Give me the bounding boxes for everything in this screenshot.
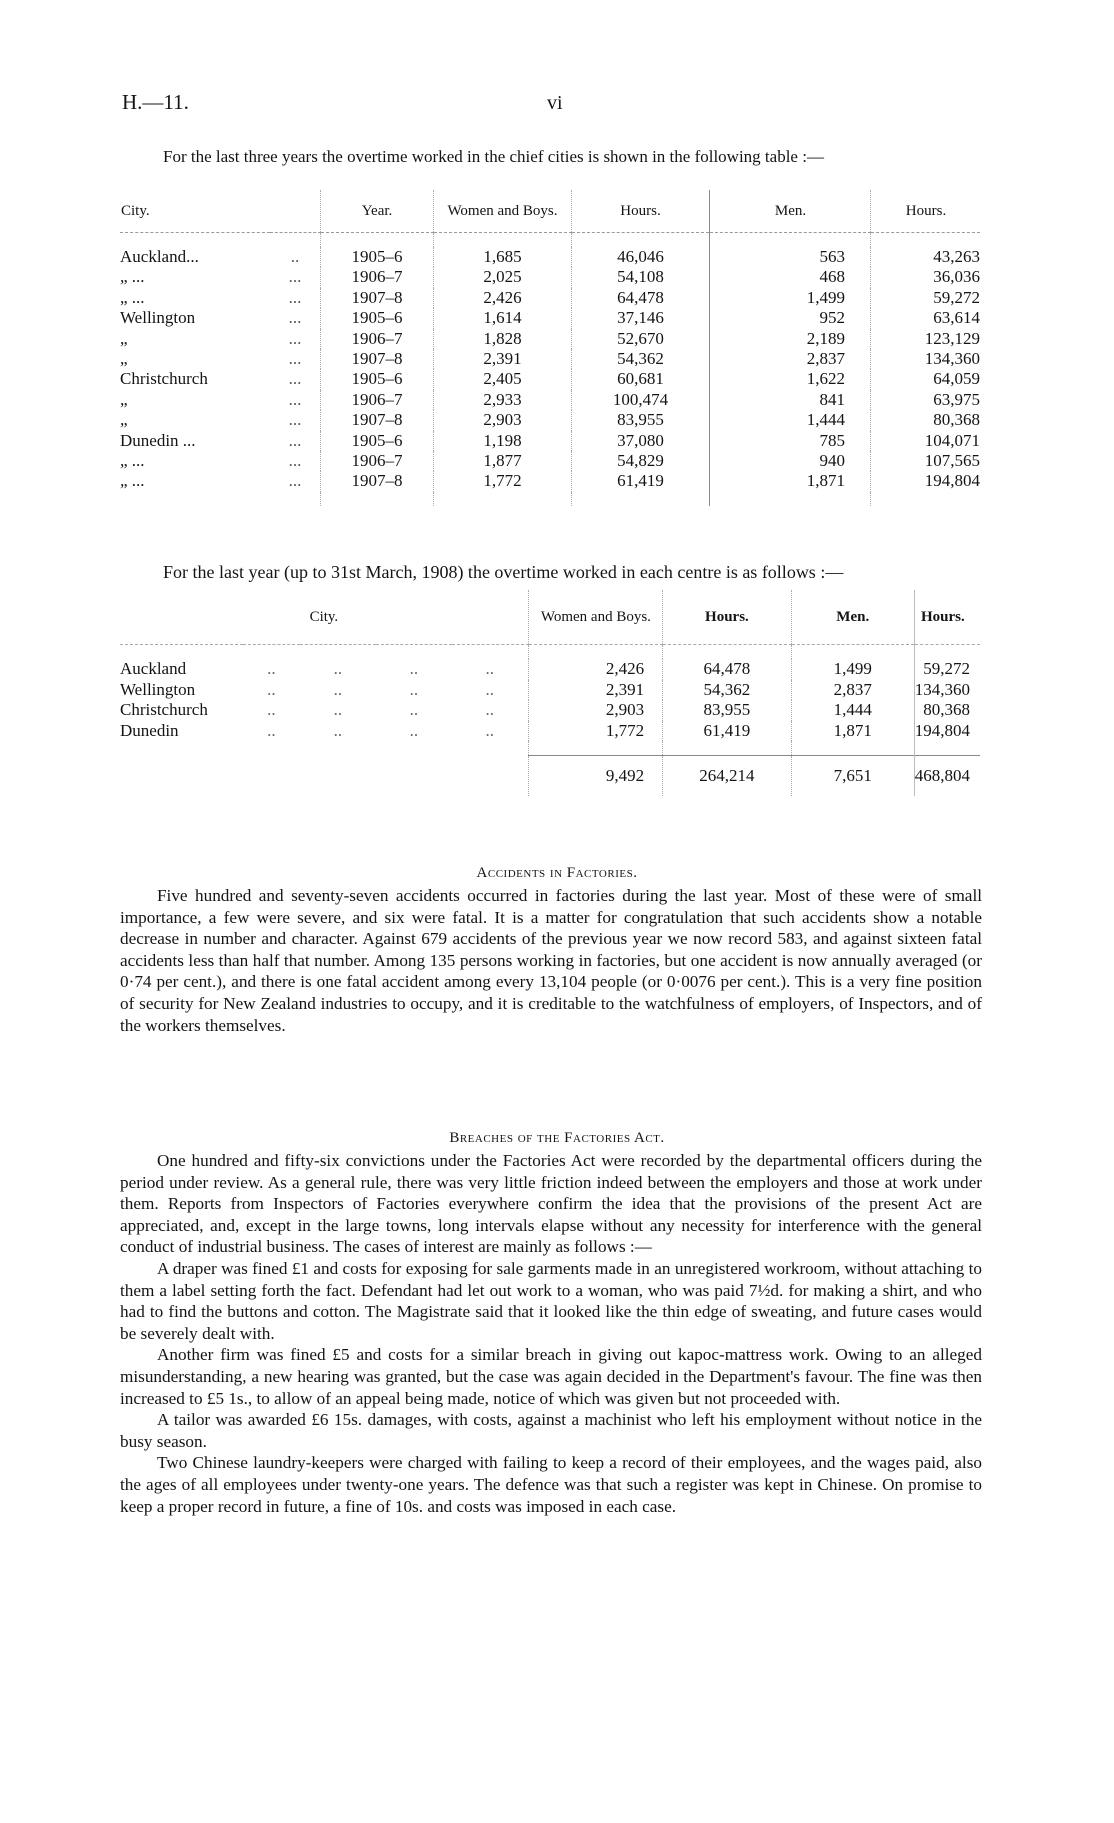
men-cell: 1,499 [791, 659, 914, 680]
breaches-section-title: Breaches of the Factories Act. [449, 1130, 665, 1146]
women-boys-cell: 1,772 [434, 471, 572, 491]
women-boys-cell: 2,025 [434, 267, 572, 287]
year-cell: 1905–6 [321, 369, 434, 389]
hours-women-boys-cell: 37,146 [572, 308, 710, 328]
leader-dots: ... [270, 369, 321, 389]
accidents-paragraph: Five hundred and seventy-seven accidents occurred in factories during the last year. Most of these were of small importance, a few were severe, and six were fatal. It is a matter for congratulation that such accidents show a notable decrease in number and character. Against 679 accidents of the previous year we now record 583, and against sixteen fatal accidents less than half that number. Among 135 persons working in factories, but one accident is now annually averaged (or 0·74 per cent.), and there is one fatal accident among every 13,104 people (or 0·0076 per cent.). This is a very fine position of security for New Zealand industries to occupy, and it is creditable to the watchfulness of employers, of Inspectors, and of the workers themselves. [120, 886, 982, 1035]
hours-women-boys-cell: 37,080 [572, 431, 710, 451]
year-cell: 1907–8 [321, 288, 434, 308]
leader-dots: .. [485, 679, 495, 699]
year-cell: 1905–6 [321, 431, 434, 451]
women-boys-cell: 2,903 [528, 700, 662, 721]
city-cell: Wellington [120, 308, 196, 328]
leader-dots: ... [270, 451, 321, 471]
hours-women-boys-cell: 61,419 [572, 471, 710, 491]
leader-dots: .. [333, 720, 343, 740]
hours-men-cell: 123,129 [924, 328, 980, 348]
table-row [120, 369, 980, 389]
hours-men-cell: 80,368 [933, 410, 980, 430]
breaches-paragraph-intro: One hundred and fifty-six convictions under the Factories Act were recorded by the departmental officers during the period under review. As a general rule, there was very little friction indeed between the employers and those at work under them. Reports from Inspectors of Factories everywhere confirm the idea that the provisions of the present Act are appreciated, and, except in the large towns, long intervals elapse without any necessity for interference with the general conduct of industrial business. The cases of interest are mainly as follows :— [120, 1151, 982, 1257]
women-boys-cell: 1,614 [434, 308, 572, 328]
leader-dots: ... [270, 471, 321, 491]
hours-men-cell: 59,272 [923, 659, 970, 678]
women-boys-cell: 2,426 [434, 288, 572, 308]
city-cell: „ [120, 349, 128, 369]
col-women-boys: Women and Boys. [434, 190, 572, 233]
table-row [120, 700, 980, 721]
table-row [120, 329, 980, 349]
men-cell: 1,499 [710, 288, 871, 308]
leader-dots: ... [270, 267, 321, 287]
women-boys-cell: 2,426 [528, 659, 662, 680]
men-cell: 785 [710, 431, 871, 451]
hours-women-boys-cell: 83,955 [663, 700, 792, 721]
col-hours-men: Hours. [871, 190, 981, 233]
leader-dots: .. [270, 247, 321, 267]
hours-women-boys-cell: 100,474 [572, 390, 710, 410]
hours-men-cell: 104,071 [924, 430, 980, 450]
table1-intro: For the last three years the overtime worked in the chief cities is shown in the following table :— [163, 147, 824, 166]
year-cell: 1907–8 [321, 471, 434, 491]
table-row [120, 451, 980, 471]
leader-dots: .. [267, 679, 276, 699]
men-cell: 1,871 [791, 721, 914, 742]
men-cell: 2,189 [710, 329, 871, 349]
hours-men-cell: 134,360 [924, 349, 980, 369]
men-cell: 1,622 [710, 369, 871, 389]
men-cell: 841 [710, 390, 871, 410]
leader-dots: .. [267, 659, 276, 678]
col-year: Year. [321, 190, 434, 233]
women-boys-cell: 1,772 [528, 721, 662, 742]
leader-dots: .. [409, 720, 419, 740]
breaches-body [120, 1150, 982, 1517]
leader-dots: .. [333, 659, 343, 678]
hours-women-boys-cell: 54,108 [572, 267, 710, 287]
year-cell: 1905–6 [321, 308, 434, 328]
breaches-paragraph-laundry: Two Chinese laundry-keepers were charged with failing to keep a record of their employees, and the wages paid, also the ages of all employees under twenty-one years. The defence was that such a register was kept in Chinese. On promise to keep a proper record in future, a fine of 10s. and costs was imposed in each case. [120, 1453, 982, 1516]
leader-dots: .. [333, 700, 343, 720]
table-row [120, 349, 980, 369]
hours-men-cell: 194,804 [914, 720, 970, 740]
leader-dots: ... [270, 329, 321, 349]
leader-dots: .. [267, 700, 276, 720]
women-boys-cell: 1,877 [434, 451, 572, 471]
men-cell: 940 [710, 451, 871, 471]
col-city: City. [120, 590, 528, 645]
accidents-body [120, 885, 982, 1036]
col-men: Men. [710, 190, 871, 233]
hours-men-cell: 63,614 [933, 308, 980, 328]
men-cell: 468 [710, 267, 871, 287]
leader-dots: .. [409, 679, 419, 699]
hours-women-boys-cell: 54,362 [663, 680, 792, 701]
hours-men-cell: 64,059 [933, 369, 980, 389]
year-cell: 1906–7 [321, 390, 434, 410]
year-cell: 1906–7 [321, 267, 434, 287]
year-cell: 1906–7 [321, 451, 434, 471]
hours-men-cell: 63,975 [933, 389, 980, 409]
men-cell: 563 [710, 247, 871, 267]
table-row [120, 471, 980, 491]
col-city: City. [120, 190, 321, 233]
city-cell: „ ... [120, 287, 145, 307]
men-cell: 1,444 [791, 700, 914, 721]
col-hours-women-boys: Hours. [572, 190, 710, 233]
total-hours-women-boys: 264,214 [663, 756, 792, 797]
overtime-three-years-table [120, 190, 980, 506]
city-cell: „ [120, 389, 128, 409]
leader-dots: ... [270, 431, 321, 451]
table2-header-row [120, 590, 980, 645]
women-boys-cell: 2,391 [434, 349, 572, 369]
hours-women-boys-cell: 83,955 [572, 410, 710, 430]
total-women-boys: 9,492 [528, 756, 662, 797]
hours-women-boys-cell: 64,478 [663, 659, 792, 680]
city-cell: „ [120, 410, 128, 430]
table-row [120, 308, 980, 328]
breaches-paragraph-kapoc: Another firm was fined £5 and costs for a similar breach in giving out kapoc-mattress work. Owing to an alleged misunderstanding, a new hearing was granted, but the case was again decided in the Department's favour. The fine was then increased to £5 1s., to allow of an appeal being made, notice of which was given but not proceeded with. [120, 1345, 982, 1408]
col-hours-women-boys: Hours. [663, 590, 792, 645]
city-cell: „ ... [120, 267, 145, 287]
leader-dots: .. [409, 700, 419, 720]
hours-men-cell: 134,360 [914, 679, 970, 699]
hours-men-cell: 80,368 [923, 700, 970, 720]
overtime-last-year-table [120, 590, 980, 796]
women-boys-cell: 2,391 [528, 680, 662, 701]
totals-row [120, 756, 980, 797]
page-number: vi [547, 92, 563, 114]
table2-intro: For the last year (up to 31st March, 1908) the overtime worked in each centre is as follows :— [163, 562, 844, 582]
leader-dots: .. [409, 659, 419, 678]
year-cell: 1907–8 [321, 349, 434, 369]
table-row [120, 659, 980, 680]
table1-header-row [120, 190, 980, 233]
city-cell: Dunedin [120, 720, 179, 740]
leader-dots: ... [270, 410, 321, 430]
year-cell: 1906–7 [321, 329, 434, 349]
document-reference: H.—11. [122, 90, 189, 114]
men-cell: 1,871 [710, 471, 871, 491]
hours-men-cell: 43,263 [933, 247, 980, 266]
hours-women-boys-cell: 54,362 [572, 349, 710, 369]
hours-women-boys-cell: 64,478 [572, 288, 710, 308]
table-row [120, 288, 980, 308]
city-cell: „ ... [120, 451, 145, 471]
year-cell: 1907–8 [321, 410, 434, 430]
city-cell: „ [120, 328, 128, 348]
year-cell: 1905–6 [321, 247, 434, 267]
table-row [120, 390, 980, 410]
leader-dots: ... [270, 390, 321, 410]
hours-women-boys-cell: 52,670 [572, 329, 710, 349]
breaches-paragraph-tailor: A tailor was awarded £6 15s. damages, with costs, against a machinist who left his employment without notice in the busy season. [120, 1410, 982, 1451]
women-boys-cell: 1,685 [434, 247, 572, 267]
leader-dots: .. [485, 720, 495, 740]
table-row [120, 431, 980, 451]
women-boys-cell: 2,933 [434, 390, 572, 410]
city-cell: Christchurch [120, 700, 208, 720]
leader-dots: ... [270, 288, 321, 308]
leader-dots: .. [485, 700, 495, 720]
leader-dots: .. [333, 679, 343, 699]
hours-men-cell: 107,565 [924, 451, 980, 471]
leader-dots: .. [485, 659, 495, 678]
city-cell: Dunedin ... [120, 430, 196, 450]
hours-men-cell: 36,036 [933, 267, 980, 287]
hours-men-cell: 194,804 [924, 471, 980, 491]
men-cell: 2,837 [710, 349, 871, 369]
leader-dots: ... [270, 308, 321, 328]
leader-dots: ... [270, 349, 321, 369]
hours-women-boys-cell: 46,046 [572, 247, 710, 267]
table-row [120, 680, 980, 701]
table-row [120, 721, 980, 742]
table-row [120, 247, 980, 267]
city-cell: „ ... [120, 471, 145, 491]
men-cell: 952 [710, 308, 871, 328]
hours-women-boys-cell: 61,419 [663, 721, 792, 742]
city-cell: Auckland [120, 659, 187, 678]
total-men: 7,651 [791, 756, 914, 797]
city-cell: Auckland... [120, 247, 199, 266]
city-cell: Wellington [120, 679, 196, 699]
breaches-paragraph-draper: A draper was fined £1 and costs for exposing for sale garments made in an unregistered workroom, without attaching to them a label setting forth the fact. Defendant had let out work to a woman, who was paid 7½d. for making a shirt, and who had to find the buttons and cotton. The Magistrate said that it looked like the thin edge of sweating, and future cases would be severely dealt with. [120, 1258, 982, 1343]
table-row [120, 267, 980, 287]
men-cell: 1,444 [710, 410, 871, 430]
col-men: Men. [791, 590, 914, 645]
col-hours-men: Hours. [914, 590, 980, 645]
city-cell: Christchurch [120, 369, 208, 389]
men-cell: 2,837 [791, 680, 914, 701]
hours-women-boys-cell: 54,829 [572, 451, 710, 471]
table-row [120, 410, 980, 430]
women-boys-cell: 2,903 [434, 410, 572, 430]
women-boys-cell: 1,828 [434, 329, 572, 349]
hours-men-cell: 59,272 [933, 287, 980, 307]
hours-women-boys-cell: 60,681 [572, 369, 710, 389]
women-boys-cell: 2,405 [434, 369, 572, 389]
col-women-boys: Women and Boys. [528, 590, 662, 645]
accidents-section-title: Accidents in Factories. [476, 865, 638, 881]
women-boys-cell: 1,198 [434, 431, 572, 451]
leader-dots: .. [267, 720, 276, 740]
total-hours-men: 468,804 [914, 756, 980, 797]
